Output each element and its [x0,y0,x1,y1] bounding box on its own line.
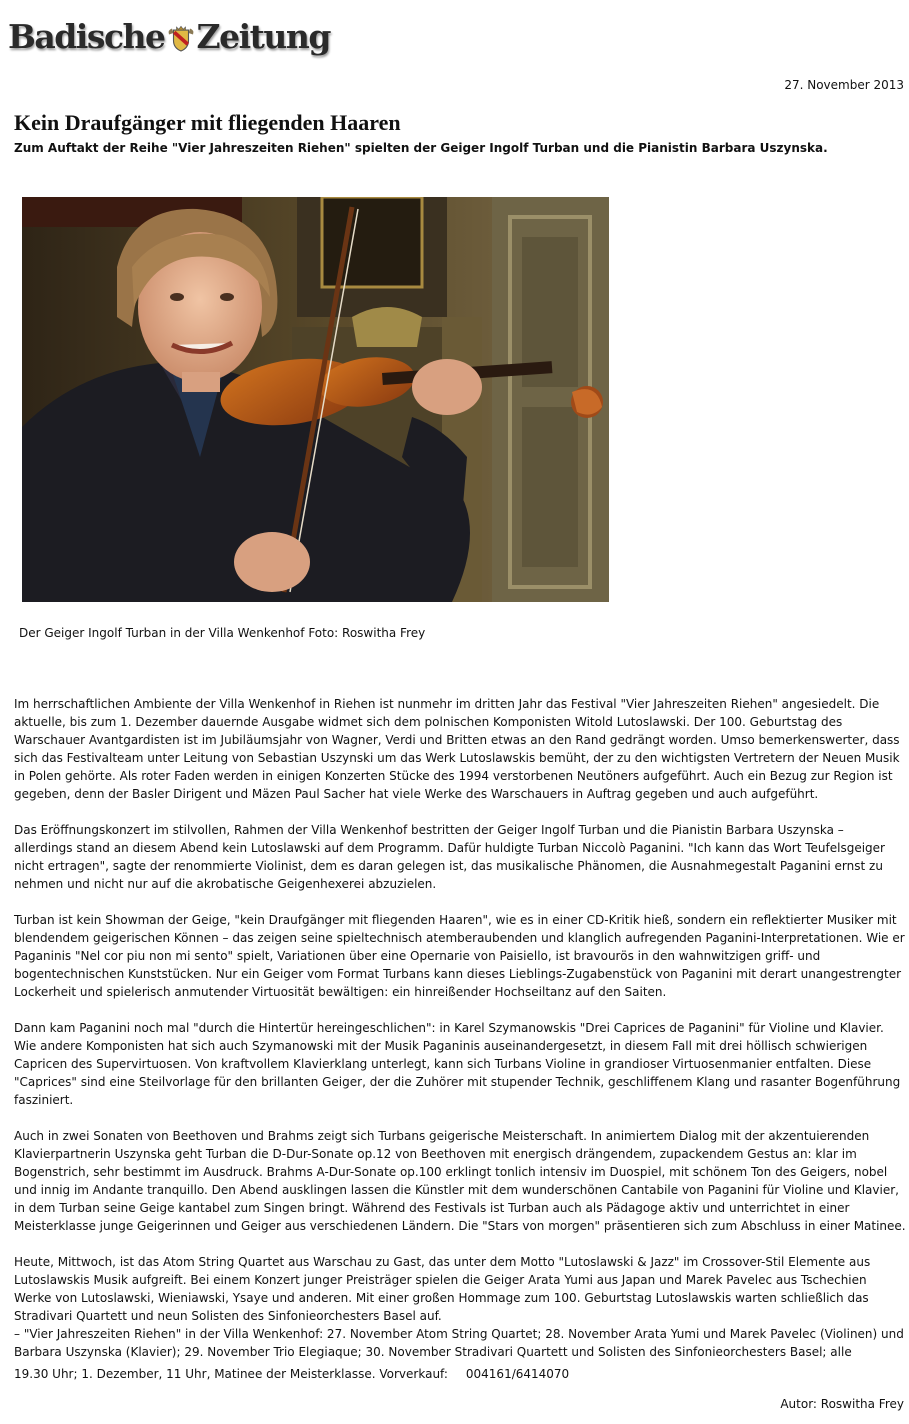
paragraph: Dann kam Paganini noch mal "durch die Hintertür hereingeschlichen": in Karel Szymanowskis "Drei Caprices de Paganini" für Violine und Klavier. Wie andere Komponisten hat sich auch Szymanowski mit der Musik Paganinis auseinandergesetzt, in diesem Fall mit drei höllisch schwierigen Capricen des Supervirtuosen. Von kraftvollem Klavierklang unterlegt, kann sich Turbans Violine in grandioser Virtuosenmanier entfalten. Diese "Caprices" sind eine Steilvorlage für den brillanten Geiger, der die Zuhörer mit stupender Technik, geschliffenem Klang und rasanter Bogenführung fasziniert. [14,1021,901,1107]
presale-text: 19.30 Uhr; 1. Dezember, 11 Uhr, Matinee der Meisterklasse. Vorverkauf: [14,1367,448,1381]
coat-of-arms-icon [166,24,196,54]
paragraph: Das Eröffnungskonzert im stilvollen, Rahmen der Villa Wenkenhof bestritten der Geiger Ingolf Turban und die Pianistin Barbara Uszynska – allerdings stand an diesem Abend kein Lutoslawski auf dem Programm. Dafür huldigte Turban Niccolò Paganini. "Ich kann das Wort Teufelsgeiger nicht ertragen", sagte der renommierte Violinist, dem es daran gelegen ist, das musikalische Phänomen, die Ausnahmegestalt Paganini ernst zu nehmen und nicht nur auf die akrobatische Geigenhexerei abzuzielen. [14,823,885,891]
article-body [14,695,906,1383]
masthead-right: Zeitung [196,16,330,56]
presale-phone: 004161/6414070 [465,1367,570,1381]
masthead-left: Badische [8,16,165,56]
paragraph: Im herrschaftlichen Ambiente der Villa Wenkenhof in Riehen ist nunmehr im dritten Jahr das Festival "Vier Jahreszeiten Riehen" angesiedelt. Die aktuelle, bis zum 1. Dezember dauernde Ausgabe widmet sich dem polnischen Komponisten Witold Lutoslawski. Der 100. Geburtstag des Warschauer Avantgardisten ist im Jubiläumsjahr von Wagner, Verdi und Britten etwas an den Rand gedrängt worden. Umso bemerkenswerter, dass sich das Festivalteam unter Leitung von Sebastian Uszynski um das Werk Lutoslawskis bemüht, der zu den wichtigsten Vertretern der Neuen Musik in Polen gehörte. Als roter Faden werden in einigen Konzerten Stücke des 1994 verstorbenen Neutöners aufgeführt. Auch ein Bezug zur Region ist gegeben, denn der Basler Dirigent und Mäzen Paul Sacher hat viele Werke des Warschauers in Auftrag gegeben und auch aufgeführt. [14,697,900,801]
paragraph: Turban ist kein Showman der Geige, "kein Draufgänger mit fliegenden Haaren", wie es in einer CD-Kritik hieß, sondern ein reflektierter Musiker mit blendendem geigerischen Können – das zeigen seine spieltechnisch atemberaubenden und klanglich aufregenden Paganini-Interpretationen. Wie er Paganinis "Nel cor piu non mi sento" spielt, Variationen über eine Opernarie von Paisiello, ist bravourös in den wahnwitzigen griff- und bogentechnischen Kunststücken. Nur ein Geiger vom Format Turbans kann dieses Lieblings-Zugabenstück von Paganini mit derart unangestrengter Lockerheit und spielerisch anmutender Virtuosität bewältigen: ein hinreißender Hochseiltanz auf den Saiten. [14,913,905,999]
article-headline: Kein Draufgänger mit fliegenden Haaren [14,110,401,135]
paragraph: Heute, Mittwoch, ist das Atom String Quartet aus Warschau zu Gast, das unter dem Motto "Lutoslawski & Jazz" im Crossover-Stil Elemente aus Lutoslawskis Musik aufgreift. Bei einem Konzert junger Preisträger spielen die Geiger Arata Yumi aus Japan und Marek Pavelec aus Tschechien Werke von Lutoslawski, Wieniawski, Ysaye und anderen. Mit einer großen Hommage zum 100. Geburtstag Lutoslawskis warten schließlich das Stradivari Quartett und neun Solisten des Sinfonieorchesters Basel auf. [14,1255,871,1323]
photo-caption: Der Geiger Ingolf Turban in der Villa Wenkenhof Foto: Roswitha Frey [19,626,426,640]
paragraph: Auch in zwei Sonaten von Beethoven und Brahms zeigt sich Turbans geigerische Meisterschaft. In animiertem Dialog mit der akzentuierenden Klavierpartnerin Uszynska geht Turban die D-Dur-Sonate op.12 von Beethoven mit energisch drängendem, zupackendem Gestus an: klar im Bogenstrich, sehr bestimmt im Ausdruck. Brahms A-Dur-Sonate op.100 erklingt tonlich intensiv im Duospiel, mit schönem Ton des Geigers, nobel und innig im Andante tranquillo. Den Abend ausklingen lassen die Künstler mit dem wunderschönen Cantabile von Paganini für Violine und Klavier, in dem Turban seine Geige kantabel zum Singen bringt. Während des Festivals ist Turban auch als Pädagoge aktiv und unterrichtet in einer Meisterklasse junge Geigerinnen und Geiger aus verschiedenen Ländern. Die "Stars von morgen" präsentieren sich zum Abschluss in einer Matinee. [14,1129,906,1233]
article-author: Autor: Roswitha Frey [780,1397,904,1411]
masthead-logo [8,10,338,62]
event-info-line: – "Vier Jahreszeiten Riehen" in der Villa Wenkenhof: 27. November Atom String Quartet; 28. November Arata Yumi und Marek Pavelec (Violinen) und Barbara Uszynska (Klavier); 29. November Trio Elegiaque; 30. November Stradivari Quartett und Solisten des Sinfonieorchesters Basel; alle [14,1327,904,1359]
event-info-line-2 [14,1365,906,1383]
article-subhead: Zum Auftakt der Reihe "Vier Jahreszeiten Riehen" spielten der Geiger Ingolf Turban und die Pianistin Barbara Uszynska. [14,141,828,155]
article-date: 27. November 2013 [784,78,904,92]
article-photo [22,197,609,602]
